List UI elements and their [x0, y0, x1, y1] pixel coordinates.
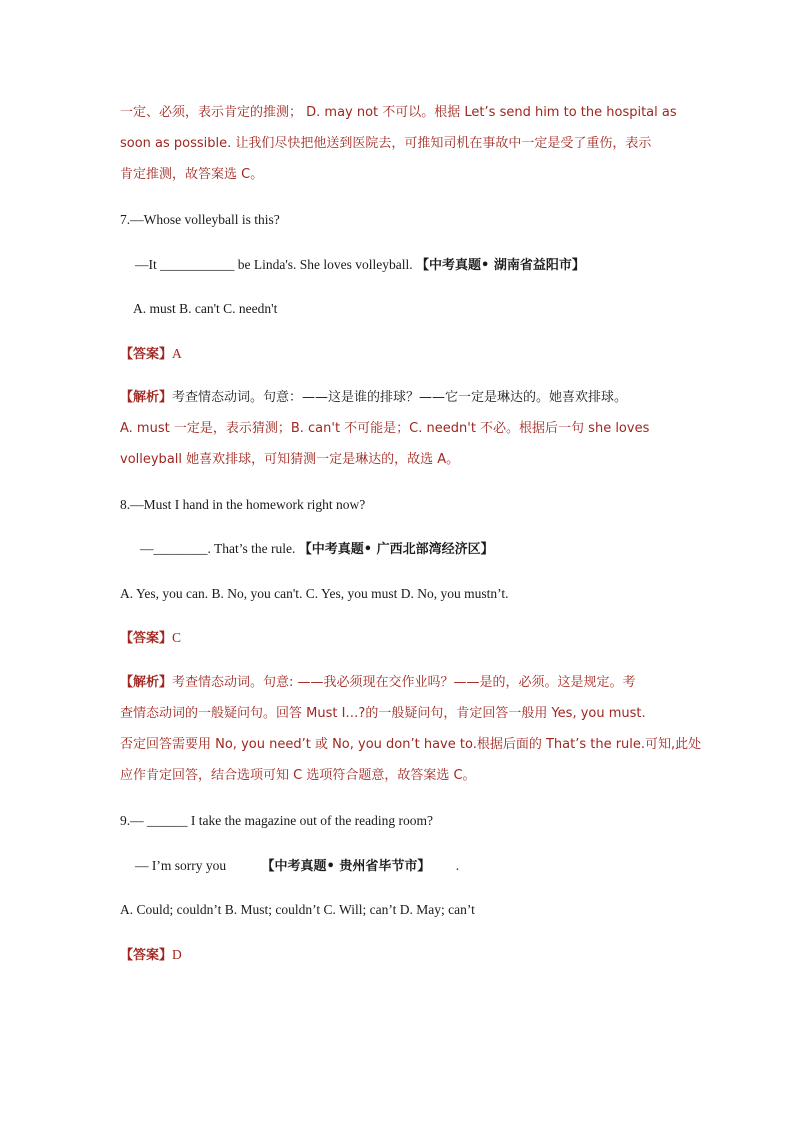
q7-analysis-line-1	[120, 389, 627, 407]
q9-source: 【中考真题• 贵州省毕节市】	[261, 859, 431, 874]
q8-analysis-line-2: 查情态动词的一般疑问句。回答 Must I…?的一般疑问句，肯定回答一般用 Yes, you must.	[120, 706, 646, 721]
q7-answer	[120, 345, 182, 364]
q8-analysis-label: 【解析】	[120, 675, 173, 690]
q7-options: A. must B. can't C. needn't	[133, 301, 278, 316]
q7-analysis-label: 【解析】	[120, 390, 173, 405]
q7-analysis-line-3: volleyball 她喜欢排球，可知猜测一定是琳达的，故选 A。	[120, 452, 460, 467]
q9-answer-value: D	[172, 947, 182, 962]
q8-analysis-line-4: 应作肯定回答，结合选项可知 C 选项符合题意，故答案选 C。	[120, 768, 476, 783]
q7-reply: —It ___________ be Linda's. She loves volleyball.	[135, 257, 413, 272]
q7-reply-line	[135, 256, 585, 275]
q9-reply-line	[135, 857, 459, 876]
q7-analysis-line-2: A. must 一定是，表示猜测；B. can't 不可能是；C. needn't 不必。根据后一句 she loves	[120, 421, 650, 436]
q8-analysis-line-3: 否定回答需要用 No, you need’t 或 No, you don’t have to.根据后面的 That’s the rule.可知,此处	[120, 737, 702, 752]
q7-source: 【中考真题• 湖南省益阳市】	[416, 258, 585, 273]
prev-explanation-line-2: soon as possible. 让我们尽快把他送到医院去，可推知司机在事故中一定是受了重伤，表示	[120, 136, 652, 151]
q7-stem: 7.—Whose volleyball is this?	[120, 212, 280, 227]
q8-analysis-line-1	[120, 674, 636, 692]
q9-reply-end: .	[455, 858, 460, 873]
q8-answer-value: C	[172, 630, 182, 645]
q8-analysis-text-1: 考查情态动词。句意: ——我必须现在交作业吗？——是的，必须。这是规定。考	[172, 675, 636, 690]
prev-explanation-line-1: 一定、必须，表示肯定的推测； D. may not 不可以。根据 Let’s send him to the hospital as	[120, 105, 677, 120]
prev-explanation-line-3: 肯定推测，故答案选 C。	[120, 167, 264, 182]
q9-answer-label: 【答案】	[120, 948, 173, 963]
q9-options: A. Could; couldn’t B. Must; couldn’t C. Will; can’t D. May; can’t	[120, 902, 475, 917]
q8-answer-label: 【答案】	[120, 631, 173, 646]
q8-answer	[120, 629, 181, 648]
q9-reply: — I’m sorry you	[135, 858, 227, 873]
q8-stem: 8.—Must I hand in the homework right now?	[120, 497, 366, 512]
q9-stem: 9.— ______ I take the magazine out of the reading room?	[120, 813, 434, 828]
q9-answer	[120, 946, 182, 965]
q8-reply: —________. That’s the rule.	[140, 541, 296, 556]
q7-analysis-text-1: 考查情态动词。句意：——这是谁的排球？——它一定是琳达的。她喜欢排球。	[172, 390, 628, 405]
q8-options: A. Yes, you can. B. No, you can't. C. Yes, you must D. No, you mustn’t.	[120, 586, 509, 601]
q7-answer-value: A	[172, 346, 182, 361]
q7-answer-label: 【答案】	[120, 347, 173, 362]
q8-reply-line	[140, 540, 494, 559]
q8-source: 【中考真题• 广西北部湾经济区】	[298, 542, 494, 557]
